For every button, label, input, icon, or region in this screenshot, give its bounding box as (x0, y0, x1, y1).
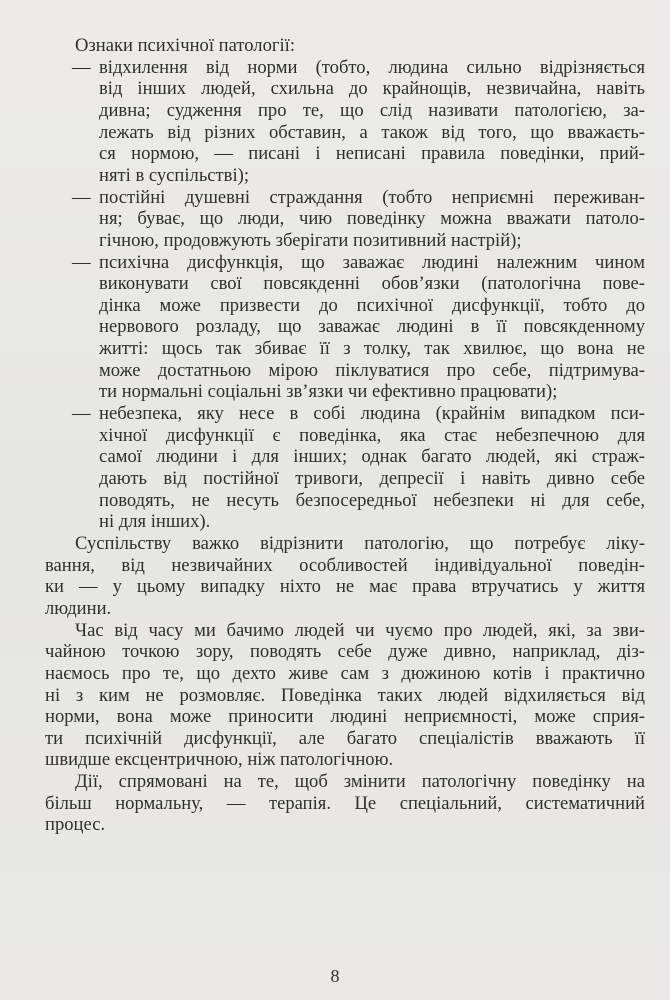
list-item-line: виконувати свої повсякденні обов’язки (патологічна пове- (99, 273, 645, 295)
list-bullet-dash: — (72, 403, 91, 425)
paragraph-line: Суспільству важко відрізнити патологію, що потребує ліку- (75, 532, 645, 554)
list-item-line: відхилення від норми (тобто, людина сильно відрізняється (99, 56, 645, 78)
list-item-line: психічна дисфункція, що заважає людині належним чином (99, 251, 645, 273)
list-bullet-dash: — (72, 186, 91, 208)
list-heading: Ознаки психічної патології: (75, 35, 295, 56)
list-item-line: житті: щось так збиває її з толку, так хвилює, що вона не (99, 338, 645, 360)
list-item-line: дінка може призвести до психічної дисфункції, тобто до (99, 294, 645, 316)
paragraph-line: людини. (45, 597, 112, 619)
list-item-line: хічної дисфункції є поведінка, яка стає небезпечною для (99, 424, 645, 446)
list-item-line: небезпека, яку несе в собі людина (крайнім випадком пси- (99, 403, 645, 425)
paragraph-line: процес. (45, 814, 106, 836)
list-item-line: самої людини і для інших; однак багато людей, які страж- (99, 446, 645, 468)
list-item-line: нервового розладу, що заважає людині в її повсякденному (99, 316, 645, 338)
list-bullet-dash: — (72, 56, 91, 78)
paragraph-line: норми, вона може приносити людині неприємності, може сприя- (45, 706, 645, 728)
list-item-line: може достатньою мірою піклуватися про себе, підтримува- (99, 359, 645, 381)
paragraph-line: Час від часу ми бачимо людей чи чуємо про людей, які, за зви- (75, 619, 645, 641)
paragraph-line: ні з ким не розмовляє. Поведінка таких людей відхиляється від (45, 684, 645, 706)
list-item-line: дають від постійної тривоги, депресії і навіть дивно себе (99, 468, 645, 489)
list-item-line: ся нормою, — писані і неписані правила поведінки, прий- (99, 143, 645, 165)
paragraph-line: чайною точкою зору, поводять себе дуже дивно, наприклад, діз- (45, 641, 645, 663)
paragraph-line: швидше ексцентричною, ніж патологічною. (45, 749, 394, 771)
list-item-line: ні для інших). (99, 511, 211, 533)
paragraph-line: ки — у цьому випадку ніхто не має права втручатись у життя (45, 576, 645, 598)
list-item-line: від інших людей, схильна до крайнощів, незвичайна, навіть (99, 78, 645, 100)
list-item-line: гічною, продовжують зберігати позитивний настрій); (99, 229, 522, 251)
paragraph-line: ти психічній дисфункції, але багато спеціалістів вважають її (45, 727, 645, 749)
page-number: 8 (330, 966, 340, 986)
paragraph-line: Дії, спрямовані на те, щоб змінити патологічну поведінку на (75, 771, 645, 793)
list-item-line: постійні душевні страждання (тобто неприємні переживан- (99, 186, 645, 208)
paragraph-line: вання, від незвичайних особливостей індивідуальної поведін- (45, 554, 645, 576)
list-item-line: лежать від різних обставин, а також від того, що вважаєть- (99, 121, 645, 143)
list-item-line: няті в суспільстві); (99, 164, 249, 186)
list-item-line: дивна; судження про те, що слід називати патологією, за- (99, 99, 645, 121)
paragraph-line: більш нормальну, — терапія. Це спеціальний, систематичний (45, 792, 645, 814)
list-item-line: поводять, не несуть безпосередньої небезпеки ні для себе, (99, 489, 645, 511)
list-item-line: ня; буває, що люди, чию поведінку можна вважати патоло- (99, 208, 645, 230)
paragraph-line: наємось про те, що дехто живе сам з дюжиною котів і практично (45, 662, 645, 684)
list-bullet-dash: — (72, 251, 91, 273)
list-item-line: ти нормальні соціальні зв’язки чи ефективно працювати); (99, 381, 558, 403)
